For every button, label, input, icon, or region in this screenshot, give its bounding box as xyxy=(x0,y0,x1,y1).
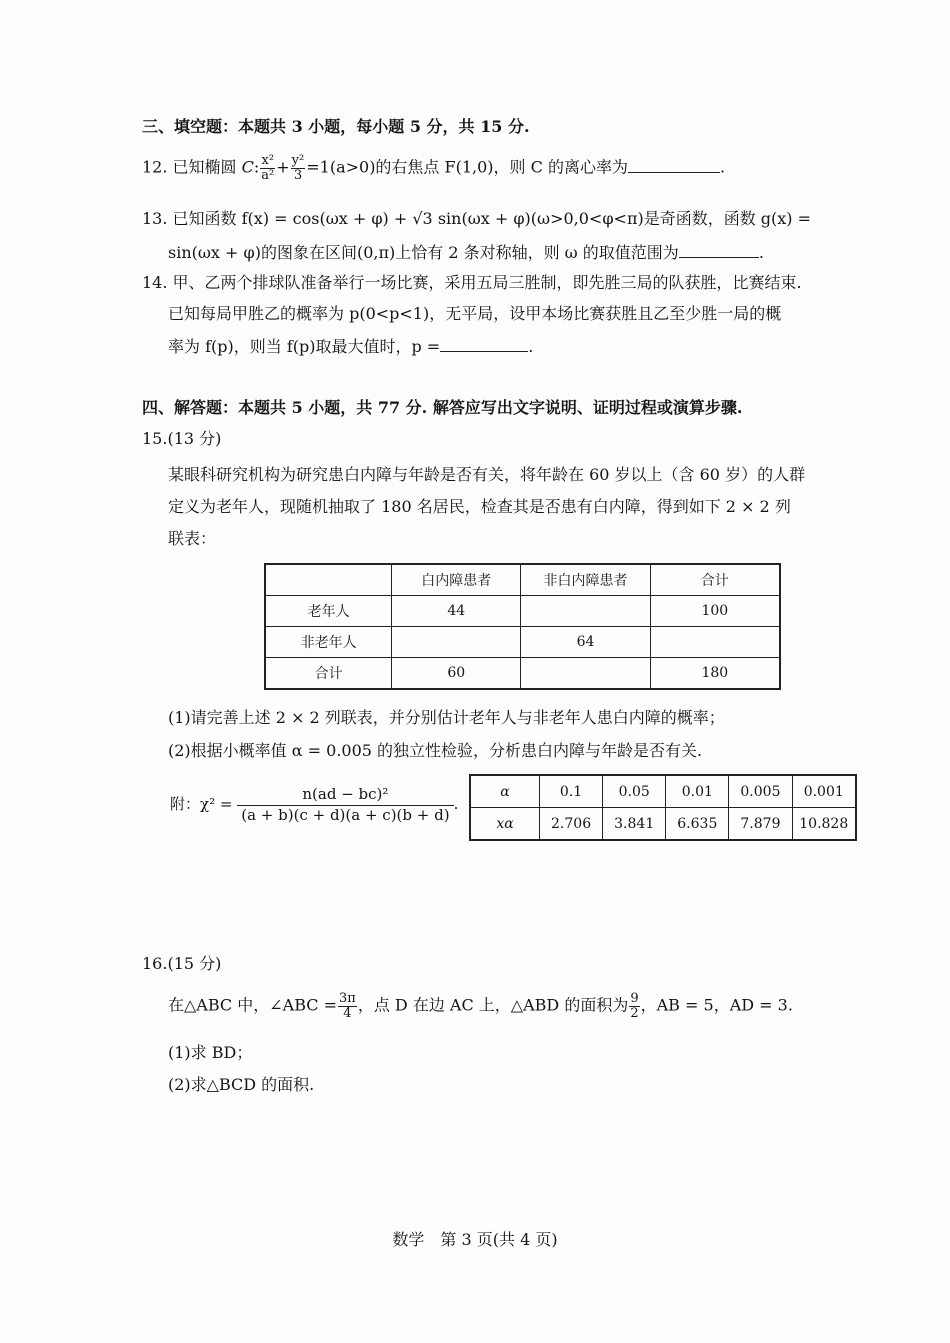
q16-text-prefix: 在△ABC 中，∠ABC = xyxy=(168,995,337,1015)
q16-statement xyxy=(168,992,793,1020)
table-cell: 100 xyxy=(650,596,780,627)
table-cell: 0.01 xyxy=(666,775,729,808)
q14-line1-text: 甲、乙两个排球队准备举行一场比赛，采用五局三胜制，即先胜三局的队获胜，比赛结束. xyxy=(172,273,802,292)
q16-angle-fraction: $\frac{3\pi}{4}$ xyxy=(339,991,356,1021)
table-cell: 7.879 xyxy=(729,808,792,841)
table-cell: 180 xyxy=(650,658,780,690)
q13-suffix: . xyxy=(758,243,764,262)
section-4-heading: 四、解答题：本题共 5 小题，共 77 分. 解答应写出文字说明、证明过程或演算步骤. xyxy=(142,398,743,417)
q16-text-mid: ，点 D 在边 AC 上，△ABD 的面积为 xyxy=(357,995,629,1015)
formula-label: 附：χ² = xyxy=(170,795,233,813)
table-cell: 64 xyxy=(521,627,650,658)
q15-para2: 定义为老年人，现随机抽取了 180 名居民，检查其是否患有白内障，得到如下 2 × 2 列 xyxy=(168,497,791,516)
table-cell: 10.828 xyxy=(792,808,856,841)
table-cell: 60 xyxy=(392,658,521,690)
q13-line2-text: sin(ωx + φ)的图象在区间(0,π)上恰有 2 条对称轴，则 ω 的取值范围为 xyxy=(168,243,679,262)
table-row xyxy=(265,658,780,690)
q15-part2: (2)根据小概率值 α = 0.005 的独立性检验，分析患白内障与年龄是否有关. xyxy=(168,741,703,760)
q14-answer-blank[interactable] xyxy=(440,337,528,352)
table-row xyxy=(470,775,856,808)
critical-value-table xyxy=(469,774,857,841)
formula-numerator: n(ad − bc)² xyxy=(237,785,453,806)
table-cell: 3.841 xyxy=(603,808,666,841)
formula-fraction xyxy=(237,785,453,825)
table-cell: 0.001 xyxy=(792,775,856,808)
table-cell: xα xyxy=(470,808,540,841)
q12-number: 12. xyxy=(142,157,168,177)
table-cell xyxy=(521,596,650,627)
question-13-line2 xyxy=(168,243,764,261)
q12-suffix: . xyxy=(719,157,726,177)
section-3-heading: 三、填空题：本题共 3 小题，每小题 5 分，共 15 分. xyxy=(142,117,530,136)
q16-part1: (1)求 BD； xyxy=(168,1043,253,1062)
table-header-cell: 白内障患者 xyxy=(392,564,521,596)
q12-middle: =1(a>0)的右焦点 F(1,0)，则 C 的离心率为 xyxy=(306,157,628,177)
q12-prefix: 已知椭圆 xyxy=(172,157,237,177)
question-14-line2: 已知每局甲胜乙的概率为 p(0<p<1)，无平局，设甲本场比赛获胜且乙至少胜一局的概 xyxy=(168,304,782,323)
question-14-line3 xyxy=(168,337,533,355)
q14-line3-text: 率为 f(p)，则当 f(p)取最大值时，p = xyxy=(168,337,441,356)
q15-header: 15.(13 分) xyxy=(142,429,222,448)
table-cell: 非老年人 xyxy=(265,627,392,658)
q13-line1-text: 已知函数 f(x) = cos(ωx + φ) + √3 sin(ωx + φ)(ω>0,0<φ<π)是奇函数，函数 g(x) = xyxy=(172,209,812,228)
page-footer: 数学 第 3 页(共 4 页) xyxy=(392,1230,558,1249)
table-header-cell: 合计 xyxy=(650,564,780,596)
table-row xyxy=(470,808,856,841)
table-cell: 6.635 xyxy=(666,808,729,841)
q12-frac1: $\frac{\text{x²}}{\text{a²}}$ xyxy=(261,153,275,183)
table-cell: 0.1 xyxy=(540,775,603,808)
q15-para3: 联表： xyxy=(168,529,217,548)
table-cell: 2.706 xyxy=(540,808,603,841)
q14-suffix: . xyxy=(528,337,534,356)
table-header-row xyxy=(265,564,780,596)
table-cell: 0.005 xyxy=(729,775,792,808)
table-cell xyxy=(392,627,521,658)
q12-answer-blank[interactable] xyxy=(628,158,720,173)
q13-answer-blank[interactable] xyxy=(679,243,759,258)
table-row xyxy=(265,596,780,627)
table-header-cell: 非白内障患者 xyxy=(521,564,650,596)
q13-number: 13. xyxy=(142,209,168,228)
question-12: 12. 已知椭圆 C: $\frac{\text{x²}}{\text{a²}}$ + $\frac{\text{y²}}{3}$ =1(a>0)的右焦点 F(1,0)，则 C 的离心率为 . xyxy=(142,153,726,183)
table-cell xyxy=(521,658,650,690)
q12-frac2: $\frac{\text{y²}}{3}$ xyxy=(291,153,305,183)
q15-para1: 某眼科研究机构为研究患白内障与年龄是否有关，将年龄在 60 岁以上（含 60 岁）的人群 xyxy=(168,465,806,484)
table-cell: 0.05 xyxy=(603,775,666,808)
table-cell xyxy=(650,627,780,658)
q15-part1: (1)请完善上述 2 × 2 列联表，并分别估计老年人与非老年人患白内障的概率； xyxy=(168,708,725,727)
table-cell: 合计 xyxy=(265,658,392,690)
table-cell: 老年人 xyxy=(265,596,392,627)
q14-number: 14. xyxy=(142,273,168,292)
question-14-line1 xyxy=(142,275,802,291)
formula-end: . xyxy=(453,795,459,813)
table-cell: α xyxy=(470,775,540,808)
chi-square-formula xyxy=(170,785,458,825)
q16-header: 16.(15 分) xyxy=(142,954,222,973)
table-row xyxy=(265,627,780,658)
question-13-line1 xyxy=(142,211,811,227)
contingency-table xyxy=(264,563,781,690)
q12-ellipse-var: C xyxy=(241,157,254,177)
q16-part2: (2)求△BCD 的面积. xyxy=(168,1075,315,1094)
formula-denominator: (a + b)(c + d)(a + c)(b + d) xyxy=(241,805,450,824)
q16-area-fraction: $\frac{9}{2}$ xyxy=(630,991,639,1021)
table-header-cell xyxy=(265,564,392,596)
q16-text-end: ，AB = 5，AD = 3. xyxy=(640,995,793,1015)
table-cell: 44 xyxy=(392,596,521,627)
